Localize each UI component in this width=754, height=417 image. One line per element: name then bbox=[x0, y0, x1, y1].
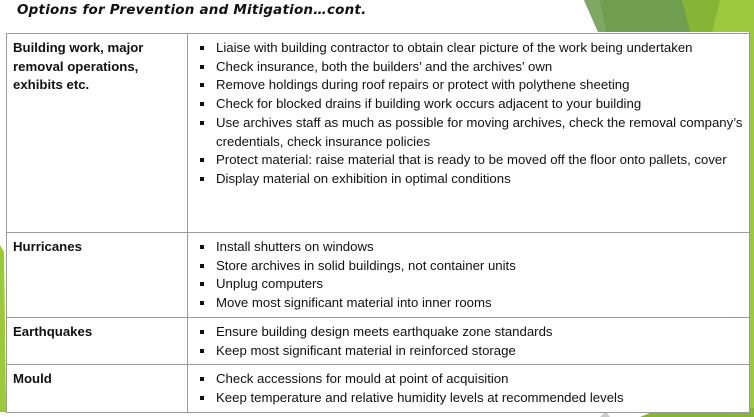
list-item: Check accessions for mould at point of acquisition bbox=[198, 370, 743, 389]
list-item: Store archives in solid buildings, not container units bbox=[198, 257, 743, 276]
measures-list bbox=[198, 39, 743, 189]
measures-cell bbox=[188, 317, 750, 364]
list-item: Remove holdings during roof repairs or protect with polythene sheeting bbox=[198, 76, 743, 95]
hazard-cell: Earthquakes bbox=[7, 317, 188, 364]
measures-list bbox=[198, 238, 743, 313]
hazard-cell: Hurricanes bbox=[7, 233, 188, 318]
list-item: Protect material: raise material that is ready to be moved off the floor onto pallets, cover bbox=[198, 151, 743, 170]
hazard-cell: Mould bbox=[7, 365, 188, 412]
table-row bbox=[7, 233, 750, 318]
list-item: Unplug computers bbox=[198, 275, 743, 294]
measures-cell bbox=[188, 365, 750, 412]
list-item: Display material on exhibition in optimal conditions bbox=[198, 170, 743, 189]
measures-cell bbox=[188, 233, 750, 318]
measures-cell bbox=[188, 34, 750, 233]
table-row bbox=[7, 34, 750, 233]
measures-list bbox=[198, 370, 743, 407]
table-row bbox=[7, 365, 750, 412]
slide-title: Options for Prevention and Mitigation…cont. bbox=[17, 2, 367, 18]
list-item: Move most significant material into inner rooms bbox=[198, 294, 743, 313]
table-row bbox=[7, 317, 750, 364]
list-item: Keep temperature and relative humidity levels at recommended levels bbox=[198, 389, 743, 408]
list-item: Liaise with building contractor to obtain clear picture of the work being undertaken bbox=[198, 39, 743, 58]
list-item: Use archives staff as much as possible for moving archives, check the removal company’s credentials, check insurance policies bbox=[198, 114, 743, 151]
hazard-cell: Building work, major removal operations, exhibits etc. bbox=[7, 34, 188, 233]
list-item: Ensure building design meets earthquake zone standards bbox=[198, 323, 743, 342]
prevention-table bbox=[6, 33, 750, 413]
measures-list bbox=[198, 323, 743, 360]
list-item: Check insurance, both the builders’ and the archives’ own bbox=[198, 58, 743, 77]
list-item: Check for blocked drains if building work occurs adjacent to your building bbox=[198, 95, 743, 114]
list-item: Keep most significant material in reinforced storage bbox=[198, 342, 743, 361]
list-item: Install shutters on windows bbox=[198, 238, 743, 257]
